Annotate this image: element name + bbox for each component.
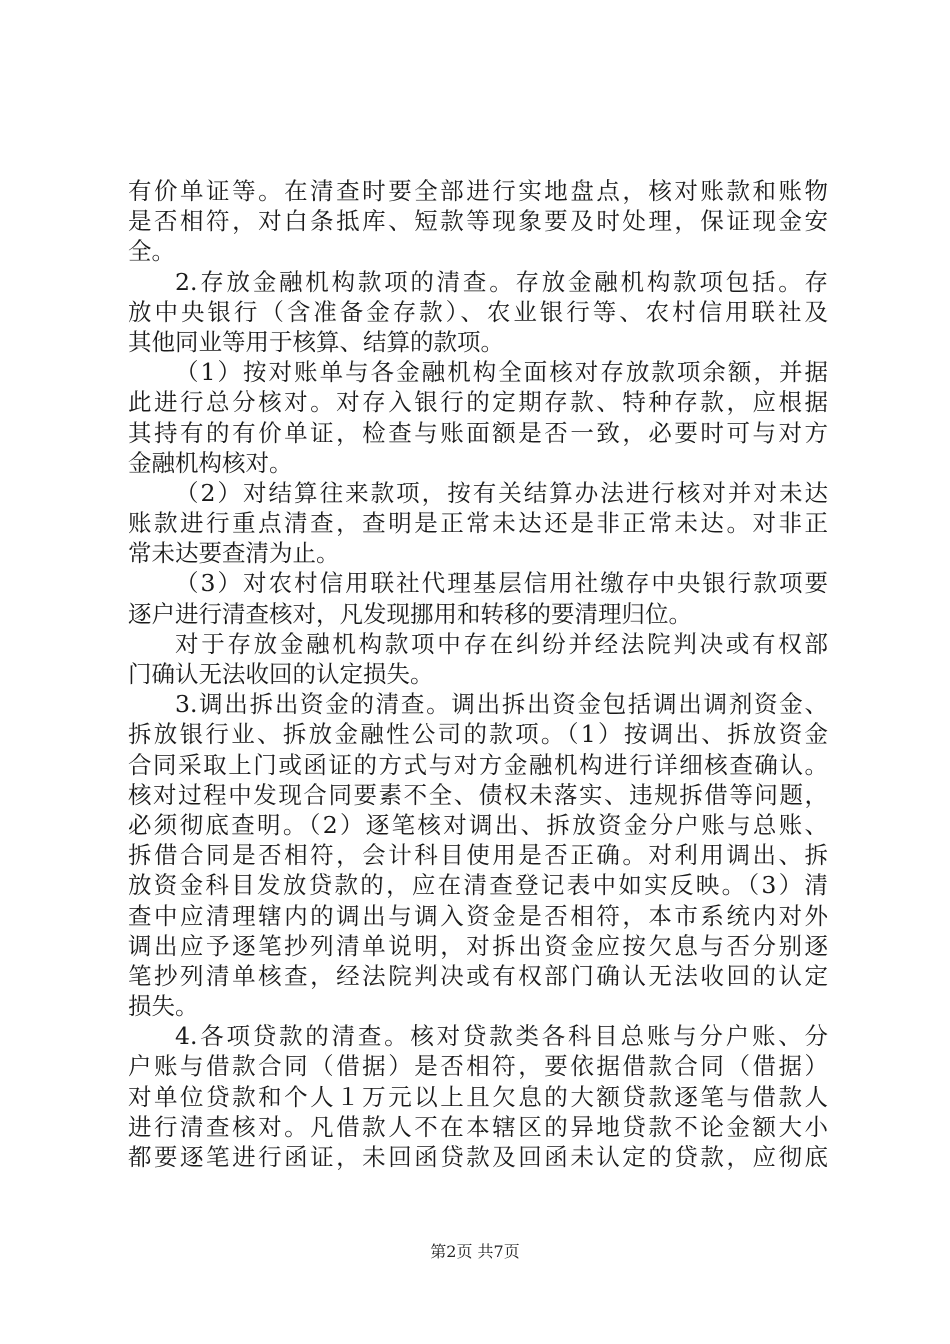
text-line: （3）对农村信用联社代理基层信用社缴存中央银行款项要 — [175, 569, 828, 598]
text-line: 此进行总分核对。对存入银行的定期存款、特种存款，应根据 — [128, 388, 828, 417]
text-line: 笔抄列清单核查，经法院判决或有权部门确认无法收回的认定 — [128, 961, 828, 990]
text-line: 放中央银行（含准备金存款）、农业银行等、农村信用联社及 — [128, 297, 828, 326]
text-line: 门确认无法收回的认定损失。 — [128, 660, 434, 688]
text-line: 都要逐笔进行函证，未回函贷款及回函未认定的贷款，应彻底 — [128, 1143, 828, 1171]
text-line: 拆放银行业、拆放金融性公司的款项。（1）按调出、拆放资金 — [128, 720, 828, 749]
text-line: 3.调出拆出资金的清查。调出拆出资金包括调出调剂资金、 — [175, 690, 828, 719]
text-line: 4.各项贷款的清查。核对贷款类各科目总账与分户账、分 — [175, 1022, 828, 1051]
text-line: 其他同业等用于核算、结算的款项。 — [128, 327, 504, 356]
text-line: 必须彻底查明。（2）逐笔核对调出、拆放资金分户账与总账、 — [128, 810, 828, 839]
text-line: 进行清查核对。凡借款人不在本辖区的异地贷款不论金额大小 — [128, 1112, 828, 1141]
text-line: 对单位贷款和个人１万元以上且欠息的大额贷款逐笔与借款人 — [128, 1082, 828, 1111]
text-line: 合同采取上门或函证的方式与对方金融机构进行详细核查确认。 — [128, 750, 828, 779]
text-line: 账款进行重点清查，查明是正常未达还是非正常未达。对非正 — [128, 509, 828, 538]
document-body — [128, 176, 828, 1172]
text-line: 损失。 — [128, 992, 199, 1021]
page-footer: 第2页 共7页 — [430, 1242, 520, 1261]
text-line: 其持有的有价单证，检查与账面额是否一致，必要时可与对方 — [128, 418, 828, 447]
text-line: （1）按对账单与各金融机构全面核对存放款项余额，并据 — [175, 358, 828, 387]
text-line: 是否相符，对白条抵库、短款等现象要及时处理，保证现金安 — [128, 207, 828, 236]
text-line: 对于存放金融机构款项中存在纠纷并经法院判决或有权部 — [175, 629, 828, 658]
text-line: 查中应清理辖内的调出与调入资金是否相符，本市系统内对外 — [128, 901, 828, 930]
text-line: 核对过程中发现合同要素不全、债权未落实、违规拆借等问题， — [128, 780, 828, 809]
text-line: 金融机构核对。 — [128, 448, 293, 477]
text-line: 2.存放金融机构款项的清查。存放金融机构款项包括。存 — [175, 267, 828, 296]
text-line: 有价单证等。在清查时要全部进行实地盘点，核对账款和账物 — [128, 177, 828, 205]
text-line: 常未达要查清为止。 — [128, 539, 340, 568]
text-line: 逐户进行清查核对，凡发现挪用和转移的要清理归位。 — [128, 599, 692, 628]
text-line: 放资金科目发放贷款的，应在清查登记表中如实反映。（3）清 — [128, 871, 828, 900]
text-line: 调出应予逐笔抄列清单说明，对拆出资金应按欠息与否分别逐 — [128, 931, 828, 960]
text-line: 全。 — [128, 237, 175, 266]
text-line: （2）对结算往来款项，按有关结算办法进行核对并对未达 — [175, 478, 828, 507]
text-line: 拆借合同是否相符，会计科目使用是否正确。对利用调出、拆 — [128, 841, 828, 870]
text-line: 户账与借款合同（借据）是否相符，要依据借款合同（借据） — [128, 1052, 828, 1081]
